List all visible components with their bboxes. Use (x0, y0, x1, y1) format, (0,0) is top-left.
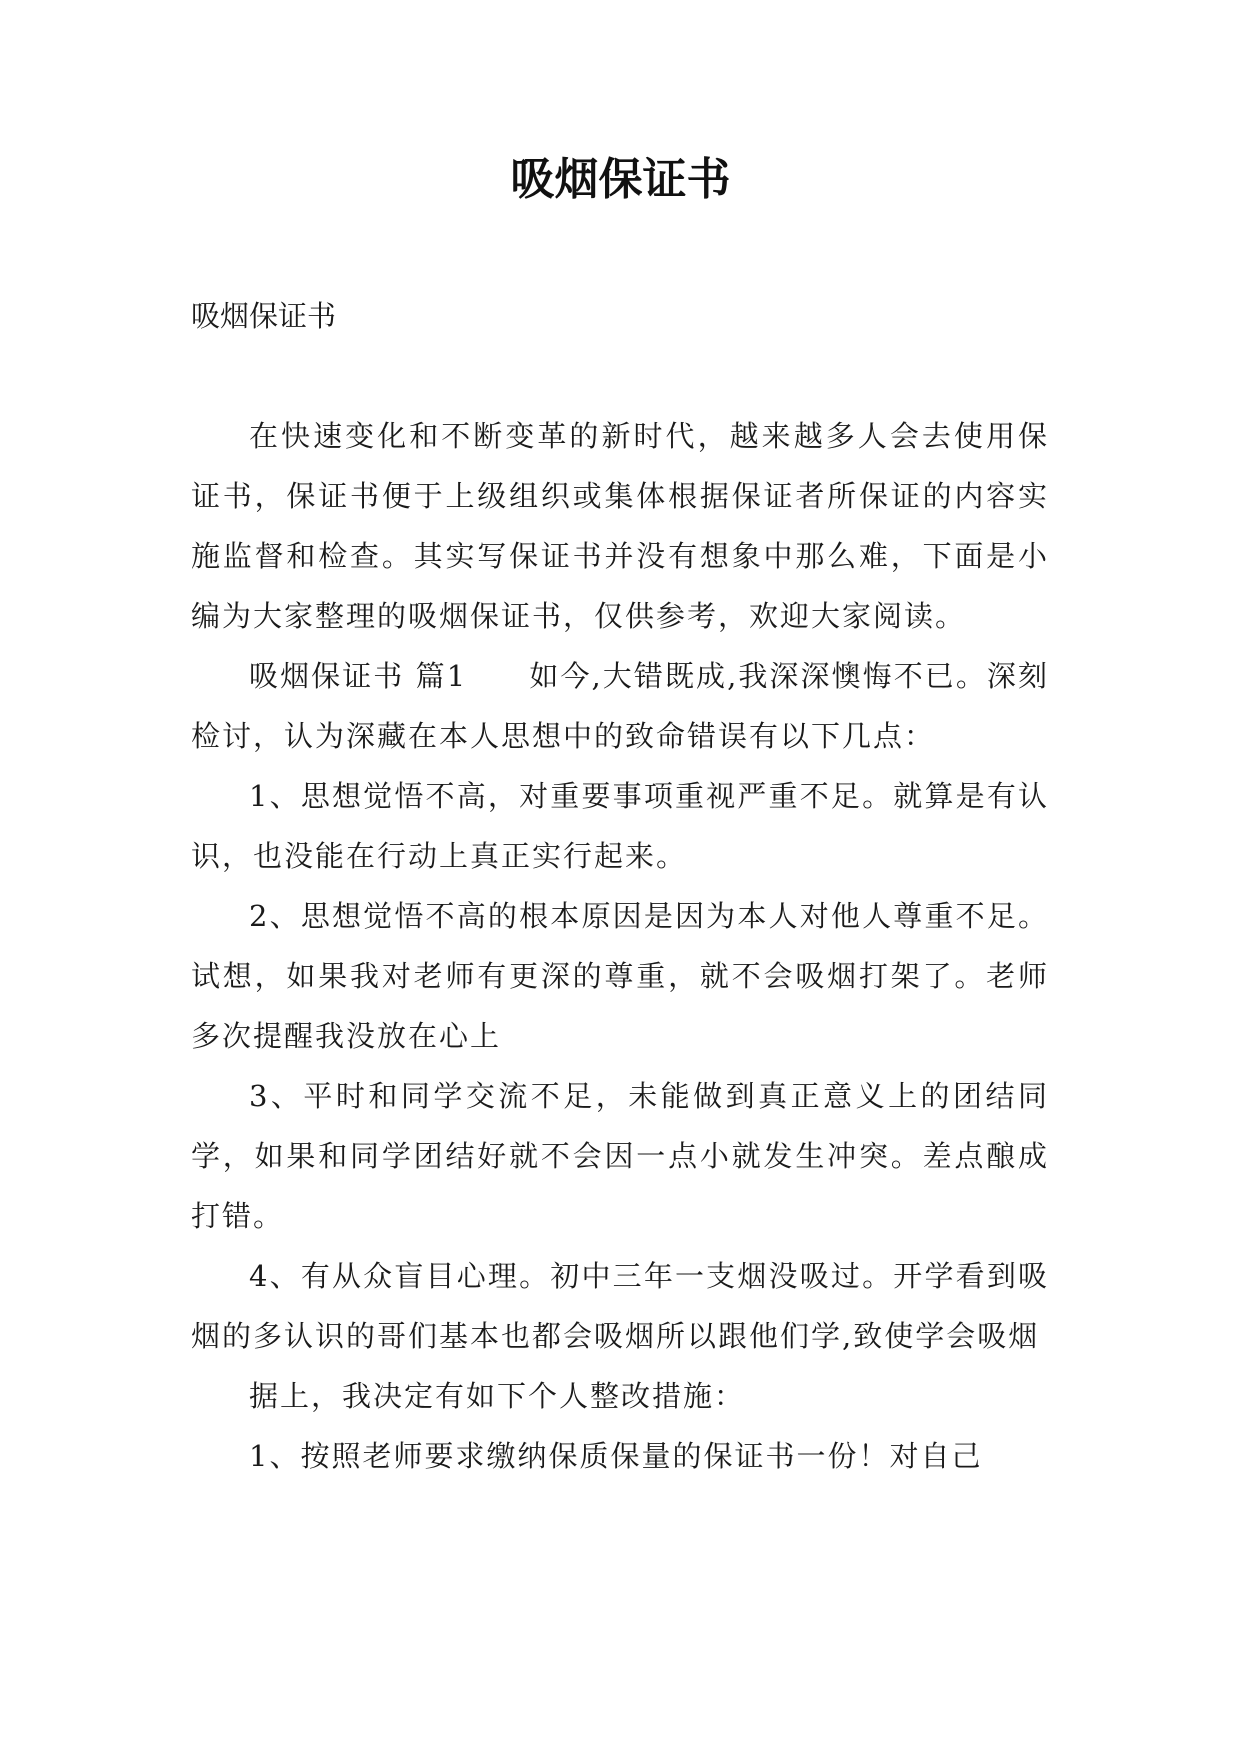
document-title: 吸烟保证书 (510, 154, 731, 205)
point-paragraph: 2、思想觉悟不高的根本原因是因为本人对他人尊重不足。试想，如果我对老师有更深的尊重，就不会吸烟打架了。老师多次提醒我没放在心上 (191, 899, 1049, 1053)
document-subtitle: 吸烟保证书 (191, 299, 337, 333)
measures-heading-paragraph: 据上，我决定有如下个人整改措施： (249, 1379, 746, 1413)
intro-paragraph: 在快速变化和不断变革的新时代，越来越多人会去使用保证书，保证书便于上级组织或集体根据保证者所保证的内容实施监督和检查。其实写保证书并没有想象中那么难，下面是小编为大家整理的吸烟保证书，仅供参考，欢迎大家阅读。 (191, 419, 1049, 633)
section-paragraph: 吸烟保证书 篇1 如今,大错既成,我深深懊悔不已。深刻检讨，认为深藏在本人思想中的致命错误有以下几点： (191, 659, 1049, 753)
point-paragraph: 4、有从众盲目心理。初中三年一支烟没吸过。开学看到吸烟的多认识的哥们基本也都会吸烟所以跟他们学,致使学会吸烟 (191, 1259, 1049, 1353)
point-paragraph: 3、平时和同学交流不足，未能做到真正意义上的团结同学，如果和同学团结好就不会因一点小就发生冲突。差点酿成打错。 (191, 1079, 1049, 1233)
measure-paragraph: 1、按照老师要求缴纳保质保量的保证书一份！对自己 (249, 1439, 983, 1473)
spacer (191, 346, 1049, 406)
document-body (191, 286, 1049, 1486)
point-paragraph: 1、思想觉悟不高，对重要事项重视严重不足。就算是有认识，也没能在行动上真正实行起来。 (191, 779, 1049, 873)
